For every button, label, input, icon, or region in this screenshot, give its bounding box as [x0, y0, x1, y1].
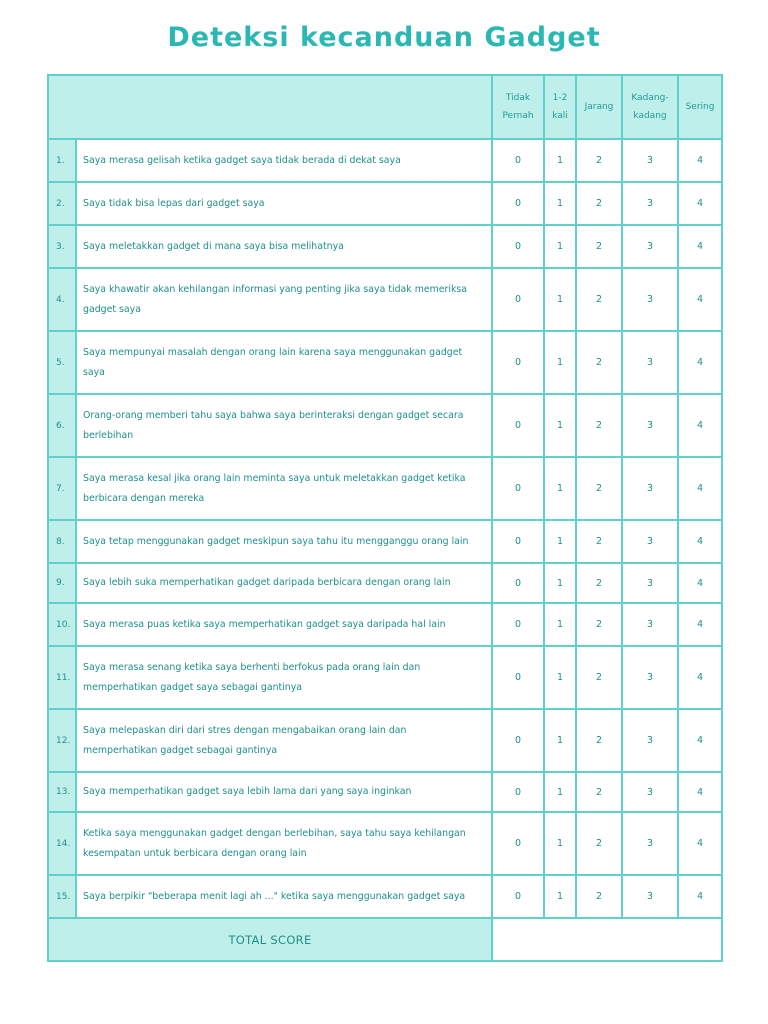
score-option-2[interactable]: 2: [576, 646, 622, 709]
score-option-0[interactable]: 0: [492, 709, 544, 772]
question-row: [48, 603, 722, 646]
column-header-line: kali: [552, 111, 568, 121]
score-option-0[interactable]: 0: [492, 603, 544, 646]
score-option-3[interactable]: 3: [622, 139, 678, 182]
score-option-1[interactable]: 1: [544, 646, 576, 709]
score-option-4[interactable]: 4: [678, 457, 722, 520]
score-option-1[interactable]: 1: [544, 603, 576, 646]
question-text: Saya memperhatikan gadget saya lebih lama dari yang saya inginkan: [76, 772, 492, 812]
header-row: [48, 75, 722, 139]
column-header-line: Tidak: [505, 93, 531, 103]
score-option-1[interactable]: 1: [544, 875, 576, 918]
question-number: 14.: [48, 812, 76, 875]
question-number: 6.: [48, 394, 76, 457]
score-option-2[interactable]: 2: [576, 139, 622, 182]
column-header-line: 1-2: [552, 93, 568, 103]
score-option-0[interactable]: 0: [492, 563, 544, 603]
score-option-2[interactable]: 2: [576, 563, 622, 603]
score-option-2[interactable]: 2: [576, 182, 622, 225]
score-option-0[interactable]: 0: [492, 772, 544, 812]
question-row: [48, 394, 722, 457]
score-option-3[interactable]: 3: [622, 875, 678, 918]
question-number: 3.: [48, 225, 76, 268]
question-row: [48, 139, 722, 182]
score-option-0[interactable]: 0: [492, 331, 544, 394]
score-option-0[interactable]: 0: [492, 875, 544, 918]
questionnaire-table: [47, 74, 723, 962]
total-score-value: [492, 918, 722, 961]
question-number: 2.: [48, 182, 76, 225]
question-number: 1.: [48, 139, 76, 182]
score-option-3[interactable]: 3: [622, 520, 678, 563]
question-row: [48, 646, 722, 709]
column-header-line: Sering: [685, 102, 715, 112]
question-row: [48, 182, 722, 225]
score-option-2[interactable]: 2: [576, 772, 622, 812]
question-text: Orang-orang memberi tahu saya bahwa saya berinteraksi dengan gadget secara berlebihan: [76, 394, 492, 457]
score-option-2[interactable]: 2: [576, 331, 622, 394]
score-option-2[interactable]: 2: [576, 603, 622, 646]
question-number: 4.: [48, 268, 76, 331]
score-option-4[interactable]: 4: [678, 603, 722, 646]
question-number: 7.: [48, 457, 76, 520]
question-row: [48, 709, 722, 772]
question-row: [48, 772, 722, 812]
question-text: Saya merasa kesal jika orang lain meminta saya untuk meletakkan gadget ketika berbicara dengan mereka: [76, 457, 492, 520]
question-text: Saya melepaskan diri dari stres dengan mengabaikan orang lain dan memperhatikan gadget sebagai gantinya: [76, 709, 492, 772]
question-row: [48, 331, 722, 394]
score-option-4[interactable]: 4: [678, 268, 722, 331]
question-text: Saya khawatir akan kehilangan informasi yang penting jika saya tidak memeriksa gadget saya: [76, 268, 492, 331]
column-header-tidak-pernah: [492, 75, 544, 139]
score-option-3[interactable]: 3: [622, 812, 678, 875]
score-option-3[interactable]: 3: [622, 646, 678, 709]
score-option-1[interactable]: 1: [544, 331, 576, 394]
score-option-2[interactable]: 2: [576, 394, 622, 457]
total-score-row: [48, 918, 722, 961]
question-text: Saya merasa gelisah ketika gadget saya tidak berada di dekat saya: [76, 139, 492, 182]
score-option-1[interactable]: 1: [544, 812, 576, 875]
score-option-3[interactable]: 3: [622, 331, 678, 394]
question-row: [48, 812, 722, 875]
score-option-4[interactable]: 4: [678, 875, 722, 918]
question-text: Saya tidak bisa lepas dari gadget saya: [76, 182, 492, 225]
score-option-1[interactable]: 1: [544, 182, 576, 225]
score-option-2[interactable]: 2: [576, 520, 622, 563]
score-option-1[interactable]: 1: [544, 225, 576, 268]
question-row: [48, 875, 722, 918]
score-option-4[interactable]: 4: [678, 182, 722, 225]
question-number: 10.: [48, 603, 76, 646]
question-row: [48, 563, 722, 603]
question-number: 8.: [48, 520, 76, 563]
score-option-3[interactable]: 3: [622, 563, 678, 603]
score-option-1[interactable]: 1: [544, 772, 576, 812]
question-number: 9.: [48, 563, 76, 603]
question-text: Saya merasa senang ketika saya berhenti berfokus pada orang lain dan memperhatikan gadget saya sebagai gantinya: [76, 646, 492, 709]
score-option-0[interactable]: 0: [492, 812, 544, 875]
score-option-4[interactable]: 4: [678, 139, 722, 182]
score-option-4[interactable]: 4: [678, 563, 722, 603]
score-option-3[interactable]: 3: [622, 182, 678, 225]
score-option-0[interactable]: 0: [492, 520, 544, 563]
score-option-4[interactable]: 4: [678, 520, 722, 563]
score-option-3[interactable]: 3: [622, 772, 678, 812]
score-option-2[interactable]: 2: [576, 812, 622, 875]
column-header-jarang: [576, 75, 622, 139]
question-text: Saya lebih suka memperhatikan gadget daripada berbicara dengan orang lain: [76, 563, 492, 603]
column-header-line: kadang: [633, 111, 667, 121]
score-option-4[interactable]: 4: [678, 331, 722, 394]
question-row: [48, 520, 722, 563]
question-number: 5.: [48, 331, 76, 394]
score-option-1[interactable]: 1: [544, 139, 576, 182]
column-header-kadang-kadang: [622, 75, 678, 139]
question-text: Saya meletakkan gadget di mana saya bisa melihatnya: [76, 225, 492, 268]
score-option-1[interactable]: 1: [544, 563, 576, 603]
column-header-line: Kadang-: [631, 93, 669, 103]
score-option-0[interactable]: 0: [492, 457, 544, 520]
column-header-1-2-kali: [544, 75, 576, 139]
question-text: Saya merasa puas ketika saya memperhatikan gadget saya daripada hal lain: [76, 603, 492, 646]
score-option-3[interactable]: 3: [622, 457, 678, 520]
question-text: Saya berpikir "beberapa menit lagi ah ..." ketika saya menggunakan gadget saya: [76, 875, 492, 918]
score-option-1[interactable]: 1: [544, 457, 576, 520]
score-option-4[interactable]: 4: [678, 225, 722, 268]
question-text: Saya mempunyai masalah dengan orang lain karena saya menggunakan gadget saya: [76, 331, 492, 394]
score-option-4[interactable]: 4: [678, 772, 722, 812]
question-text: Saya tetap menggunakan gadget meskipun saya tahu itu mengganggu orang lain: [76, 520, 492, 563]
score-option-0[interactable]: 0: [492, 646, 544, 709]
score-option-3[interactable]: 3: [622, 709, 678, 772]
question-row: [48, 268, 722, 331]
score-option-1[interactable]: 1: [544, 268, 576, 331]
score-option-3[interactable]: 3: [622, 225, 678, 268]
question-list: [48, 139, 722, 918]
column-header-line: Pernah: [502, 111, 534, 121]
score-option-1[interactable]: 1: [544, 520, 576, 563]
score-option-2[interactable]: 2: [576, 875, 622, 918]
score-option-2[interactable]: 2: [576, 457, 622, 520]
score-option-0[interactable]: 0: [492, 394, 544, 457]
column-header-sering: [678, 75, 722, 139]
question-number: 12.: [48, 709, 76, 772]
header-blank-cell: [48, 75, 492, 139]
total-score-label: TOTAL SCORE: [48, 918, 492, 961]
score-option-2[interactable]: 2: [576, 709, 622, 772]
question-number: 13.: [48, 772, 76, 812]
score-option-1[interactable]: 1: [544, 709, 576, 772]
score-option-3[interactable]: 3: [622, 603, 678, 646]
score-option-4[interactable]: 4: [678, 709, 722, 772]
question-number: 11.: [48, 646, 76, 709]
score-option-3[interactable]: 3: [622, 268, 678, 331]
score-option-3[interactable]: 3: [622, 394, 678, 457]
column-header-line: Jarang: [584, 102, 614, 112]
question-number: 15.: [48, 875, 76, 918]
score-option-0[interactable]: 0: [492, 268, 544, 331]
score-option-1[interactable]: 1: [544, 394, 576, 457]
score-option-4[interactable]: 4: [678, 812, 722, 875]
question-text: Ketika saya menggunakan gadget dengan berlebihan, saya tahu saya kehilangan kesempatan untuk berbicara dengan orang lain: [76, 812, 492, 875]
score-option-4[interactable]: 4: [678, 394, 722, 457]
page-title: Deteksi kecanduan Gadget: [167, 22, 601, 53]
score-option-0[interactable]: 0: [492, 139, 544, 182]
score-option-4[interactable]: 4: [678, 646, 722, 709]
question-row: [48, 457, 722, 520]
score-option-2[interactable]: 2: [576, 268, 622, 331]
question-row: [48, 225, 722, 268]
score-option-0[interactable]: 0: [492, 225, 544, 268]
score-option-0[interactable]: 0: [492, 182, 544, 225]
score-option-2[interactable]: 2: [576, 225, 622, 268]
